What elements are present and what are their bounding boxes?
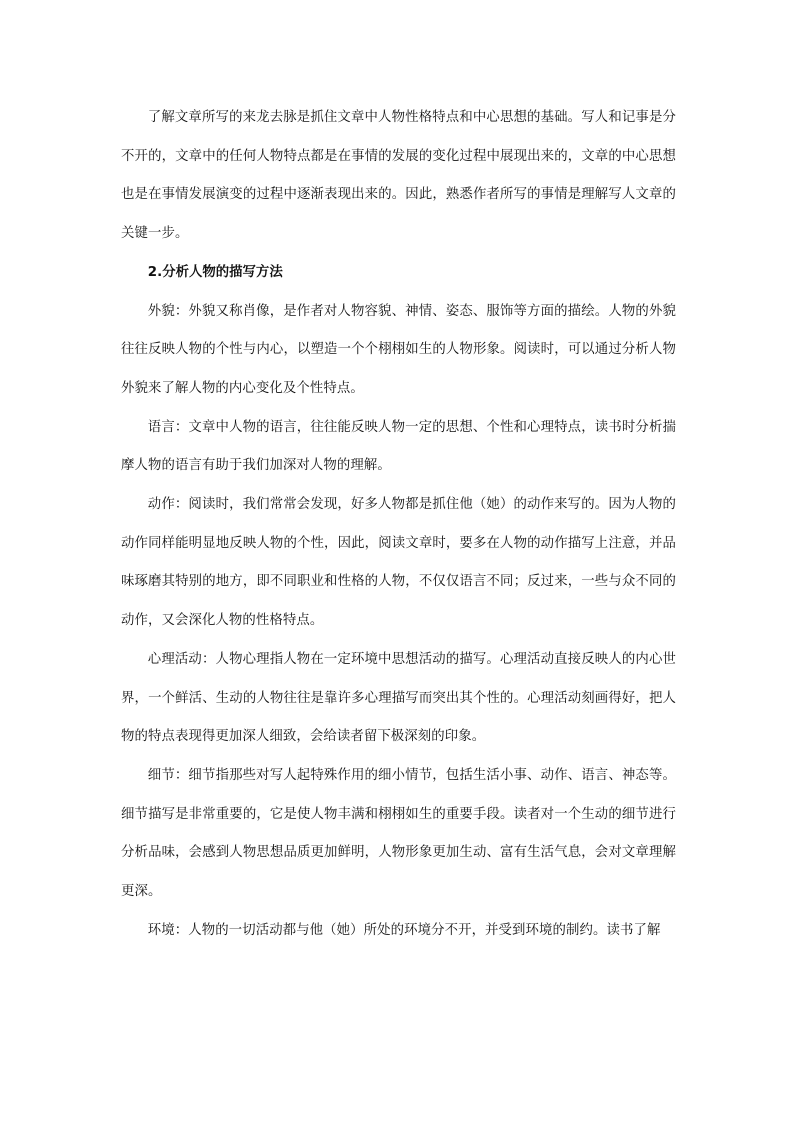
paragraph-language: 语言：文章中人物的语言，往往能反映人物一定的思想、个性和心理特点，读书时分析揣摩人物的语言有助于我们加深对人物的理解。 (121, 419, 676, 474)
paragraph-intro: 了解文章所写的来龙去脉是抓住文章中人物性格特点和中心思想的基础。写人和记事是分不开的，文章中的任何人物特点都是在事情的发展的变化过程中展现出来的，文章的中心思想也是在事情发展演变的过程中逐渐表现出来的。因此，熟悉作者所写的事情是理解写人文章的关键一步。 (121, 110, 676, 242)
document-body (121, 99, 676, 950)
paragraph-psychology: 心理活动：人物心理指人物在一定环境中思想活动的描写。心理活动直接反映人的内心世界，一个鲜活、生动的人物往往是靠许多心理描写而突出其个性的。心理活动刻画得好，把人物的特点表现得更加深人细致，会给读者留下极深刻的印象。 (121, 651, 676, 745)
paragraph-environment: 环境：人物的一切活动都与他（她）所处的环境分不开，并受到环境的制约。读书了解 (147, 922, 661, 938)
paragraph-appearance: 外貌：外貌又称肖像，是作者对人物容貌、神情、姿态、服饰等方面的描绘。人物的外貌往往反映人物的个性与内心，以塑造一个个栩栩如生的人物形象。阅读时，可以通过分析人物外貌来了解人物的内心变化及个性特点。 (121, 303, 676, 396)
section-heading: 2.分析人物的描写方法 (147, 264, 283, 280)
paragraph-action: 动作：阅读时，我们常常会发现，好多人物都是抓住他（她）的动作来写的。因为人物的动作同样能明显地反映人物的个性，因此，阅读文章时，要多在人物的动作描写上注意，并品味琢磨其特别的地方，即不同职业和性格的人物，不仅仅语言不同；反过来，一些与众不同的动作，又会深化人物的性格特点。 (121, 497, 676, 629)
paragraph-detail: 细节：细节指那些对写人起特殊作用的细小情节，包括生活小事、动作、语言、神态等。细节描写是非常重要的，它是使人物丰满和栩栩如生的重要手段。读者对一个生动的细节进行分析品味，会感到人物思想品质更加鲜明，人物形象更加生动、富有生活气息，会对文章理解更深。 (121, 767, 676, 900)
